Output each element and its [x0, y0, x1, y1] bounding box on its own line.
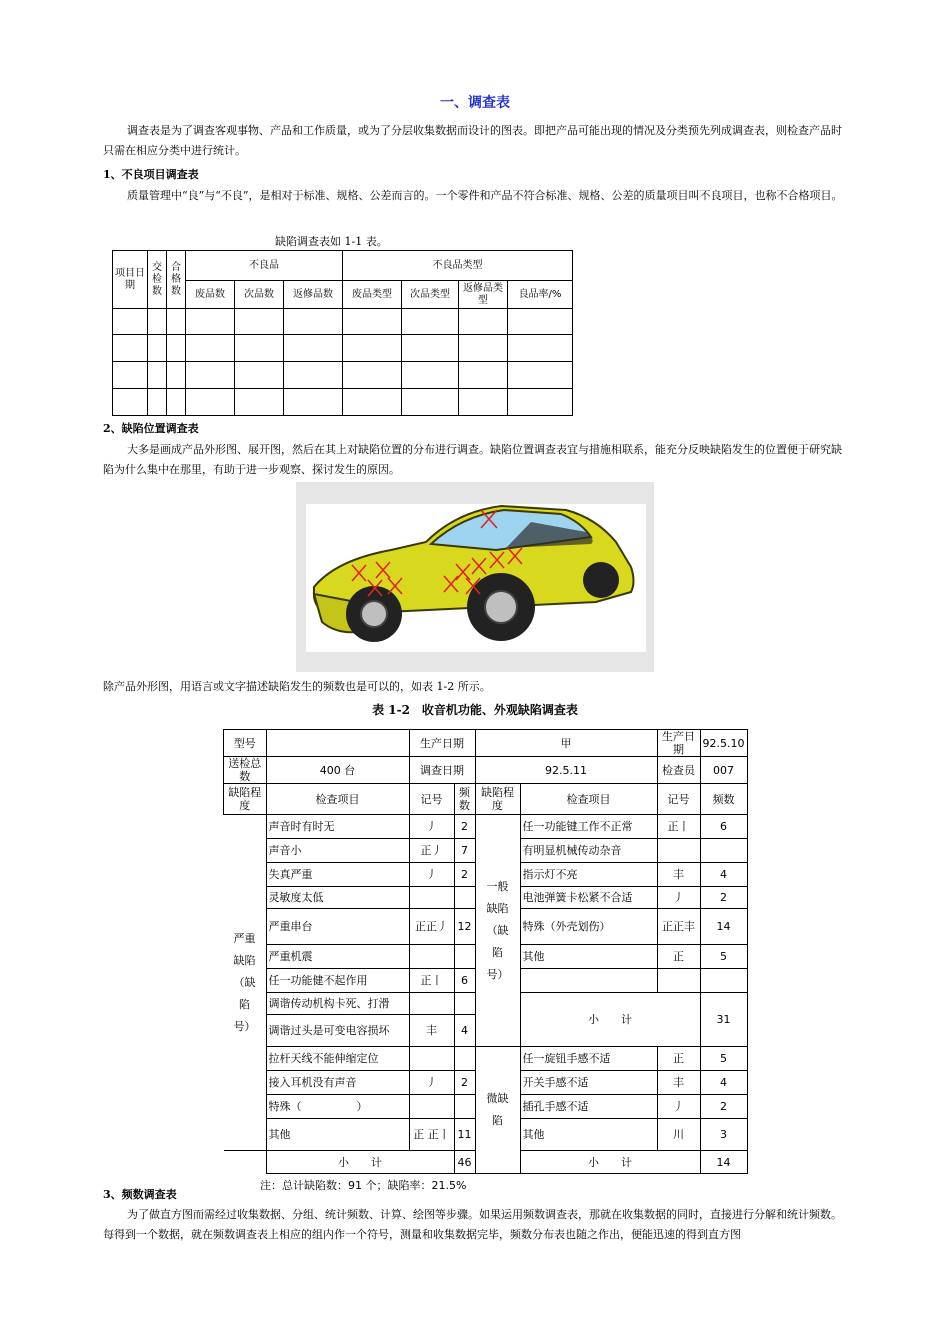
- left-count: 11: [454, 1119, 475, 1151]
- page-title: 一、调查表: [440, 95, 510, 111]
- mid-mark: 正丨: [657, 815, 700, 839]
- col-frequency-2: 频数: [700, 784, 747, 815]
- minor-count: 5: [700, 1047, 747, 1071]
- mid-count: 2: [700, 887, 747, 909]
- left-item: 灵敏度太低: [266, 887, 409, 909]
- left-count: 2: [454, 863, 475, 887]
- minor-mark: 丿: [657, 1095, 700, 1119]
- minor-item: 任一旋钮手感不适: [520, 1047, 657, 1071]
- left-count: [454, 1095, 475, 1119]
- car-defect-location-image: [296, 482, 654, 672]
- left-mark: 正丨: [409, 969, 454, 993]
- left-count: 7: [454, 839, 475, 863]
- left-mark: [409, 945, 454, 969]
- mid-mark: 丿: [657, 887, 700, 909]
- left-subtotal-label: 小 计: [266, 1151, 454, 1174]
- left-count: 2: [454, 815, 475, 839]
- mid-item: 电池弹簧卡松紧不合适: [520, 887, 657, 909]
- minor-mark: 丰: [657, 1071, 700, 1095]
- left-item: 调谐过头是可变电容损坏: [266, 1015, 409, 1047]
- col-scrap-count: 废品数: [186, 281, 235, 309]
- col-item-date: 项目日期: [113, 251, 148, 309]
- section-3-text: 为了做直方图而需经过收集数据、分组、统计频数、计算、绘图等步骤。如果运用频数调查表，那就在收集数据的同时，直接进行分解和统计频数。每得到一个数据，就在频数调查表上相应的组内作一个符号，测量和收集数据完毕，频数分布表也随之作出，便能迅速的得到直方图: [103, 1208, 842, 1241]
- left-mark: [409, 887, 454, 909]
- value-production-date: 92.5.10: [700, 730, 747, 757]
- table-note: 注：总计缺陷数：91 个；缺陷率：21.5%: [260, 1179, 467, 1192]
- mid-mark: 丰: [657, 863, 700, 887]
- col-pass-count: 合格数: [167, 251, 186, 309]
- section-2-after-text: 除产品外形图，用语言或文字描述缺陷发生的频数也是可以的，如表 1-2 所示。: [103, 680, 491, 693]
- col-rework-type: 返修品类型: [459, 281, 508, 309]
- col-defect-degree: 缺陷程度: [224, 784, 267, 815]
- col-scrap-type: 废品类型: [343, 281, 402, 309]
- mid-empty: [700, 969, 747, 993]
- mid-item: 特殊（外壳划伤）: [520, 909, 657, 945]
- mid-item: 任一功能键工作不正常: [520, 815, 657, 839]
- col-rework-count: 返修品数: [284, 281, 343, 309]
- left-count: [454, 887, 475, 909]
- group-bad-types: 不良品类型: [343, 251, 573, 281]
- mid-count: 14: [700, 909, 747, 945]
- mid-count: 4: [700, 863, 747, 887]
- section-1-heading: 1、不良项目调查表: [103, 168, 199, 181]
- mid-mark: 正: [657, 945, 700, 969]
- minor-mark: 川: [657, 1119, 700, 1151]
- left-item: 任一功能健不起作用: [266, 969, 409, 993]
- severe-defect-group: 严重缺陷（缺陷号）: [224, 815, 267, 1151]
- minor-item: 插孔手感不适: [520, 1095, 657, 1119]
- left-count: 2: [454, 1071, 475, 1095]
- table-row: [113, 389, 573, 416]
- col-check-item: 检查项目: [266, 784, 409, 815]
- mid-count: 5: [700, 945, 747, 969]
- left-item: 拉杆天线不能伸缩定位: [266, 1047, 409, 1071]
- left-mark: [409, 993, 454, 1015]
- value-total-inspected: 400 台: [266, 757, 409, 784]
- general-defect-group: 一般缺陷（缺陷号）: [475, 815, 520, 1047]
- left-mark: 丿: [409, 815, 454, 839]
- left-mark: 丰: [409, 1015, 454, 1047]
- table-row: [113, 335, 573, 362]
- left-mark: [409, 1047, 454, 1071]
- minor-count: 2: [700, 1095, 747, 1119]
- value-jia: 甲: [475, 730, 657, 757]
- left-mark: 丿: [409, 1071, 454, 1095]
- table-1-1-caption: 缺陷调查表如 1-1 表。: [275, 235, 388, 248]
- left-item: 接入耳机没有声音: [266, 1071, 409, 1095]
- mid-count: [700, 839, 747, 863]
- col-defective-count: 次品数: [235, 281, 284, 309]
- left-count: [454, 945, 475, 969]
- section-2-text: 大多是画成产品外形图、展开图，然后在其上对缺陷位置的分布进行调查。缺陷位置调查表宜与措施相联系，能充分反映缺陷发生的位置便于研究缺陷为什么集中在那里，有助于进一步观察、探讨发生的原因。: [103, 443, 842, 476]
- value-inspector: 007: [700, 757, 747, 784]
- label-production-date-2: 生产日期: [657, 730, 700, 757]
- mid-subtotal-value: 31: [700, 993, 747, 1047]
- value-model: [266, 730, 409, 757]
- minor-defect-group: 微缺陷: [475, 1047, 520, 1174]
- section-1-text: 质量管理中“良”与“不良”，是相对于标准、规格、公差而言的。一个零件和产品不符合标准、规格、公差的质量项目叫不良项目，也称不合格项目。: [127, 189, 843, 202]
- mid-empty: [657, 969, 700, 993]
- left-count: 4: [454, 1015, 475, 1047]
- mid-item: 指示灯不亮: [520, 863, 657, 887]
- left-count: 12: [454, 909, 475, 945]
- label-survey-date: 调查日期: [409, 757, 475, 784]
- left-item: 声音时有时无: [266, 815, 409, 839]
- left-item: 声音小: [266, 839, 409, 863]
- col-mark: 记号: [409, 784, 454, 815]
- label-production-date-1: 生产日期: [409, 730, 475, 757]
- mid-item: 其他: [520, 945, 657, 969]
- minor-subtotal-label: 小 计: [520, 1151, 700, 1174]
- col-frequency: 频数: [454, 784, 475, 815]
- table-1-2-caption: 表 1-2 收音机功能、外观缺陷调查表: [372, 703, 578, 717]
- left-subtotal-value: 46: [454, 1151, 475, 1174]
- value-survey-date: 92.5.11: [475, 757, 657, 784]
- mid-empty: [520, 969, 657, 993]
- mid-mark: [657, 839, 700, 863]
- left-count: [454, 1047, 475, 1071]
- left-mark: 正丿: [409, 839, 454, 863]
- label-model: 型号: [224, 730, 267, 757]
- left-mark: [409, 1095, 454, 1119]
- table-row: [113, 362, 573, 389]
- mid-subtotal-label: 小 计: [520, 993, 700, 1047]
- table-row: [113, 309, 573, 335]
- left-item: 失真严重: [266, 863, 409, 887]
- mid-item: 有明显机械传动杂音: [520, 839, 657, 863]
- minor-count: 4: [700, 1071, 747, 1095]
- section-2-heading: 2、缺陷位置调查表: [103, 422, 199, 435]
- label-inspector: 检查员: [657, 757, 700, 784]
- left-mark: 正 正丨: [409, 1119, 454, 1151]
- col-check-item-2: 检查项目: [520, 784, 657, 815]
- minor-count: 3: [700, 1119, 747, 1151]
- left-item: 严重串台: [266, 909, 409, 945]
- left-item: 特殊（ ）: [266, 1095, 409, 1119]
- left-count: 6: [454, 969, 475, 993]
- col-check-count: 交检数: [148, 251, 167, 309]
- col-defective-type: 次品类型: [402, 281, 459, 309]
- minor-item: 开关手感不适: [520, 1071, 657, 1095]
- group-bad-products: 不良品: [186, 251, 343, 281]
- label-total-inspected: 送检总数: [224, 757, 267, 784]
- col-mark-2: 记号: [657, 784, 700, 815]
- left-item: 其他: [266, 1119, 409, 1151]
- severe-subtotal-spacer: [224, 1151, 267, 1174]
- left-count: [454, 993, 475, 1015]
- col-yield-rate: 良品率/%: [508, 281, 573, 309]
- section-3-heading: 3、频数调查表: [103, 1188, 177, 1201]
- left-item: 严重机震: [266, 945, 409, 969]
- radio-defect-table-1-2: [223, 729, 748, 1174]
- col-defect-degree-2: 缺陷程度: [475, 784, 520, 815]
- left-mark: 丿: [409, 863, 454, 887]
- defect-table-1-1: [112, 250, 573, 416]
- left-item: 调谐传动机构卡死、打滑: [266, 993, 409, 1015]
- minor-item: 其他: [520, 1119, 657, 1151]
- minor-mark: 正: [657, 1047, 700, 1071]
- mid-count: 6: [700, 815, 747, 839]
- intro-paragraph: 调查表是为了调查客观事物、产品和工作质量，或为了分层收集数据而设计的图表。即把产品可能出现的情况及分类预先列成调查表，则检查产品时只需在相应分类中进行统计。: [103, 124, 842, 157]
- mid-mark: 正正丰: [657, 909, 700, 945]
- left-mark: 正正丿: [409, 909, 454, 945]
- minor-subtotal-value: 14: [700, 1151, 747, 1174]
